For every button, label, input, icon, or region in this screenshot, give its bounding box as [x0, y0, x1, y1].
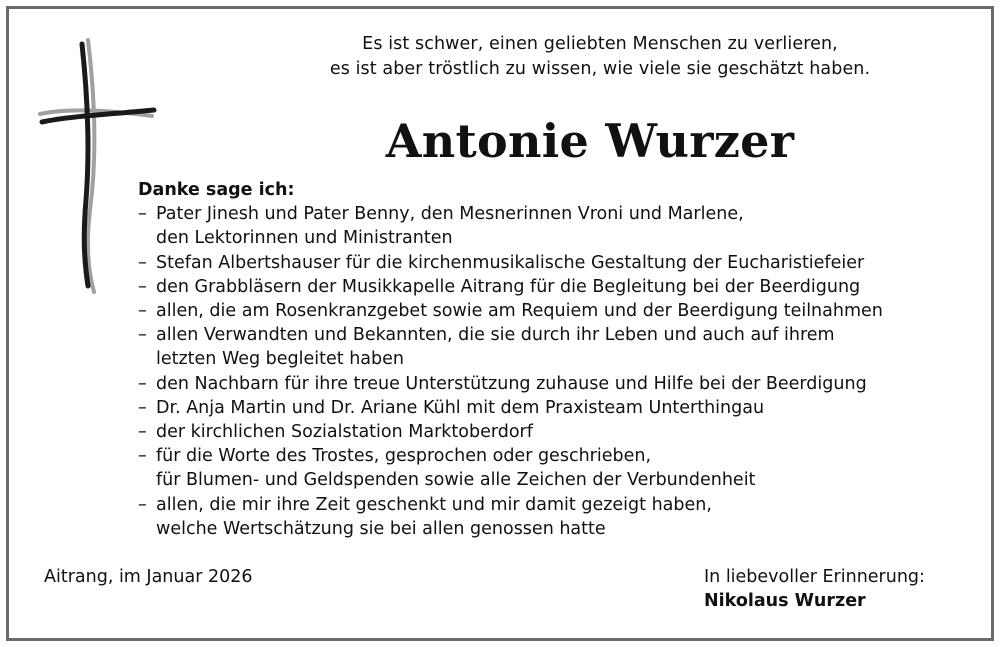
list-dash: –: [138, 494, 147, 515]
list-item-text: Dr. Anja Martin und Dr. Ariane Kühl mit dem Praxisteam Unterthingau: [156, 397, 765, 418]
list-item-text: letzten Weg begleitet haben: [156, 349, 404, 370]
list-item-text: den Nachbarn für ihre treue Unterstützung zuhause und Hilfe bei der Beerdigung: [156, 373, 867, 394]
list-dash: –: [138, 276, 147, 297]
thanks-heading: Danke sage ich:: [138, 180, 295, 200]
list-item: [138, 251, 978, 275]
motto-line: Es ist schwer, einen geliebten Menschen zu verlieren,: [362, 34, 838, 54]
list-dash: –: [138, 252, 147, 273]
list-dash: –: [138, 325, 147, 346]
list-item-text: den Grabbläsern der Musikkapelle Aitrang für die Begleitung bei der Beerdigung: [156, 276, 861, 297]
list-dash: –: [138, 373, 147, 394]
list-item-text: für Blumen- und Geldspenden sowie alle Zeichen der Verbundenheit: [156, 470, 756, 491]
list-item: [138, 493, 978, 541]
place-date: Aitrang, im Januar 2026: [44, 567, 253, 587]
list-item: [138, 323, 978, 371]
list-item-text: allen, die mir ihre Zeit geschenkt und mir damit gezeigt haben,: [156, 494, 712, 515]
motto: [250, 32, 950, 82]
list-item-text: der kirchlichen Sozialstation Marktoberdorf: [156, 422, 533, 443]
signer-name: Nikolaus Wurzer: [704, 591, 866, 611]
list-item-text: Pater Jinesh und Pater Benny, den Mesnerinnen Vroni und Marlene,: [156, 204, 744, 225]
list-item-text: welche Wertschätzung sie bei allen genossen hatte: [156, 518, 606, 539]
closing-block: [704, 565, 925, 613]
list-item: [138, 444, 978, 492]
list-dash: –: [138, 204, 147, 225]
list-item: [138, 420, 978, 444]
list-item-text: allen Verwandten und Bekannten, die sie durch ihr Leben und auch auf ihrem: [156, 325, 835, 346]
list-dash: –: [138, 397, 147, 418]
list-item-text: allen, die am Rosenkranzgebet sowie am Requiem und der Beerdigung teilnahmen: [156, 301, 883, 322]
thanks-list: [138, 202, 978, 541]
deceased-name: Antonie Wurzer: [385, 114, 795, 168]
list-item: [138, 396, 978, 420]
list-item-text: den Lektorinnen und Ministranten: [156, 228, 453, 249]
thanks-section: [138, 178, 978, 541]
list-item: [138, 202, 978, 250]
motto-line: es ist aber tröstlich zu wissen, wie viele sie geschätzt haben.: [329, 59, 871, 79]
list-item: [138, 372, 978, 396]
list-item: [138, 299, 978, 323]
closing-text: In liebevoller Erinnerung:: [704, 567, 925, 587]
list-item: [138, 275, 978, 299]
list-dash: –: [138, 422, 147, 443]
list-dash: –: [138, 301, 147, 322]
list-item-text: für die Worte des Trostes, gesprochen oder geschrieben,: [156, 446, 652, 467]
list-item-text: Stefan Albertshauser für die kirchenmusikalische Gestaltung der Eucharistiefeier: [156, 252, 865, 273]
list-dash: –: [138, 446, 147, 467]
